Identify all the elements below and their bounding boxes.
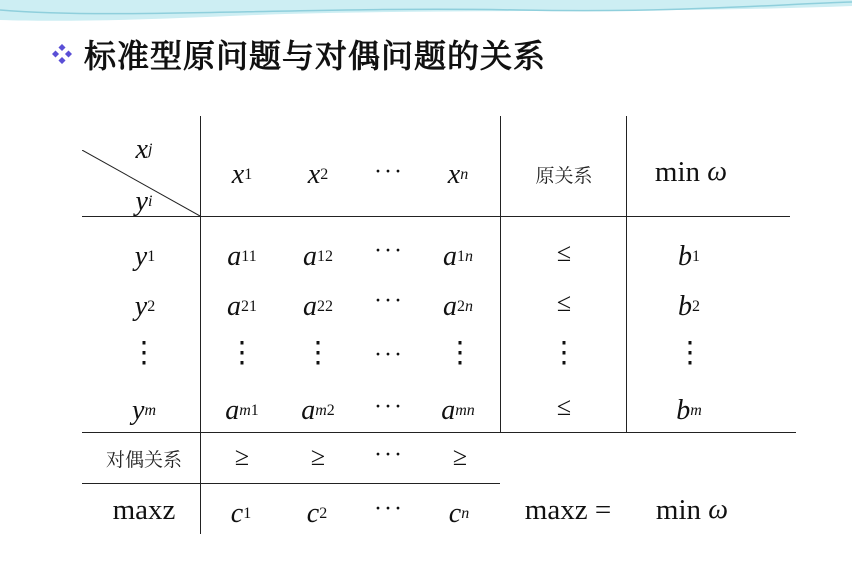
cell-a12: a 12 xyxy=(303,241,333,272)
table-rule-vertical-3 xyxy=(626,116,627,432)
page-title: 标准型原问题与对偶问题的关系 xyxy=(84,37,547,75)
row-2-relation: ≤ xyxy=(556,288,572,317)
row-ym: y m xyxy=(132,395,156,426)
cell-a22: a 22 xyxy=(303,291,333,322)
row-2-dots: ··· xyxy=(374,287,404,314)
row-m-relation: ≤ xyxy=(556,392,572,421)
header-xn: x n xyxy=(447,159,469,190)
dual-relation-dots: ··· xyxy=(374,441,404,468)
row-m-dots: ··· xyxy=(374,393,404,420)
header-wave-decoration xyxy=(0,0,852,24)
vdots-b: ⋮ xyxy=(675,336,705,369)
cell-a1n: a 1n xyxy=(443,241,473,272)
cell-am2: a m2 xyxy=(301,395,335,426)
cell-a2n: a 2n xyxy=(443,291,473,322)
cell-cn: c n xyxy=(448,498,470,529)
cell-am1: a m1 xyxy=(225,395,259,426)
table-rule-dual-bottom xyxy=(82,483,500,484)
vdots-a2: ⋮ xyxy=(303,336,333,369)
vdots-row-dots: ··· xyxy=(374,341,404,368)
dual-relation-1: ≥ xyxy=(234,442,250,471)
vdots-a1: ⋮ xyxy=(227,336,257,369)
table-rule-vertical-1 xyxy=(200,116,201,534)
header-dots: ··· xyxy=(374,158,404,185)
dual-relation-label: 对偶关系 xyxy=(105,448,182,471)
header-min-omega: min ω xyxy=(654,155,728,188)
cell-c2: c 2 xyxy=(306,498,328,529)
table-rule-header xyxy=(82,216,790,217)
header-x2: x 2 xyxy=(307,159,329,190)
vdots-an: ⋮ xyxy=(445,336,475,369)
vdots-y: ⋮ xyxy=(129,336,159,369)
cell-a21: a 21 xyxy=(227,291,257,322)
cell-amn: a mn xyxy=(441,395,475,426)
cell-c1: c 1 xyxy=(230,498,252,529)
dual-relation-n: ≥ xyxy=(452,442,468,471)
cell-b2: b 2 xyxy=(678,291,700,322)
header-x1: x 1 xyxy=(231,159,253,190)
table-rule-body-bottom xyxy=(82,432,796,433)
objective-maxz-label: maxz xyxy=(112,493,176,526)
objective-dots: ··· xyxy=(374,495,404,522)
header-primal-relation: 原关系 xyxy=(535,164,593,187)
row-1-relation: ≤ xyxy=(556,238,572,267)
table-rule-vertical-2 xyxy=(500,116,501,432)
dual-relation-2: ≥ xyxy=(310,442,326,471)
objective-min-omega: min ω xyxy=(655,493,729,526)
row-1-dots: ··· xyxy=(374,237,404,264)
diamond-bullet-icon xyxy=(52,44,72,64)
vdots-relation: ⋮ xyxy=(549,336,579,369)
title-row xyxy=(52,28,546,80)
cell-a11: a 11 xyxy=(227,241,257,272)
row-y2: y 2 xyxy=(134,291,156,322)
cell-b1: b 1 xyxy=(678,241,700,272)
row-y1: y 1 xyxy=(134,241,156,272)
header-xj: x j xyxy=(135,134,153,165)
cell-bm: b m xyxy=(676,395,702,426)
objective-equality-label: maxz = xyxy=(524,493,612,526)
header-yi: y i xyxy=(135,186,153,217)
